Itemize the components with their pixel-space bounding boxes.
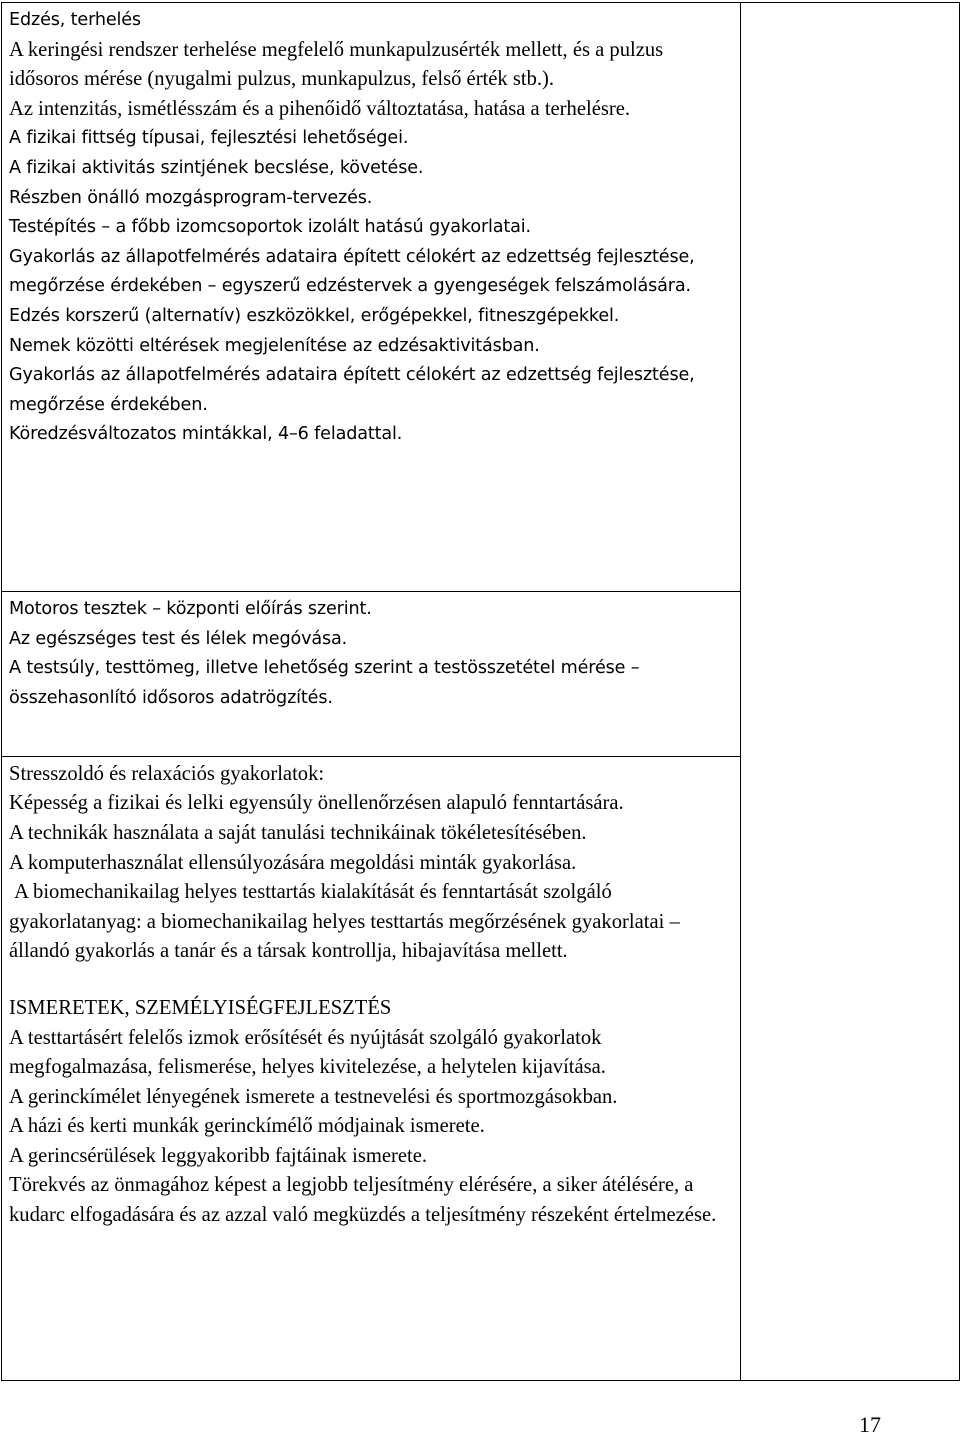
text-line: Gyakorlás az állapotfelmérés adataira épített célokért az edzettség fejlesztése, megőrzése érdekében – egyszerű edzéstervek a gyengeségek felszámolására. (9, 246, 695, 297)
text-line: A gerincsérülések leggyakoribb fajtáinak ismerete. (9, 1144, 428, 1167)
main-cell (2, 592, 741, 757)
text-line: A házi és kerti munkák gerinckímélő módjainak ismerete. (9, 1115, 485, 1138)
text-line: Részben önálló mozgásprogram-tervezés. (9, 187, 373, 208)
section-training-load (2, 3, 740, 454)
text-line: Testépítés – a főbb izomcsoportok izolált hatású gyakorlatai. (9, 217, 531, 238)
content-table (1, 2, 960, 1381)
text-line: Az intenzitás, ismétlésszám és a pihenőidő változtatása, hatása a terhelésre. (9, 97, 631, 120)
section-relaxation (2, 757, 740, 1235)
text-line: A fizikai aktivitás szintjének becslése, követése. (9, 157, 424, 178)
text-line: A keringési rendszer terhelése megfelelő munkapulzusérték mellett, és a pulzus idősoros mérése (nyugalmi pulzus, munkapulzus, felső érték stb.). (9, 38, 664, 91)
text-line: A gerinckímélet lényegének ismerete a testnevelési és sportmozgásokban. (9, 1085, 618, 1108)
main-cell (2, 756, 741, 1380)
text-line: A testsúly, testtömeg, illetve lehetőség szerint a testösszetétel mérése – összehasonlító idősoros adatrögzítés. (9, 658, 640, 708)
text-line: Edzés korszerű (alternatív) eszközökkel, erőgépekkel, fitneszgépekkel. (9, 305, 620, 326)
side-cell (741, 3, 960, 1381)
text-line: Nemek közötti eltérések megjelenítése az edzésaktivitásban. (9, 335, 540, 356)
text-line: Motoros tesztek – központi előírás szerint. (9, 599, 372, 620)
section-motor-tests (2, 592, 740, 717)
text-line: Gyakorlás az állapotfelmérés adataira épített célokért az edzettség fejlesztése, megőrzése érdekében. (9, 365, 695, 415)
text-line: Az egészséges test és lélek megóvása. (9, 628, 348, 649)
spacer (9, 967, 734, 994)
table-row-1 (2, 3, 960, 592)
text-line: Képesség a fizikai és lelki egyensúly önellenőrzésen alapuló fenntartására. (9, 792, 624, 815)
text-line: A fizikai fittség típusai, fejlesztési lehetőségei. (9, 128, 409, 149)
text-line: A technikák használata a saját tanulási technikáinak tökéletesítésében. (9, 821, 587, 844)
text-line: A testtartásért felelős izmok erősítését és nyújtását szolgáló gyakorlatok megfogalmazása, felismerése, helyes kivitelezése, a helytelen kijavítása. (9, 1026, 606, 1079)
section-heading: ISMERETEK, SZEMÉLYISÉGFEJLESZTÉS (9, 996, 392, 1019)
page-number: 17 (859, 1412, 881, 1437)
text-line: A biomechanikailag helyes testtartás kialakítását és fenntartását szolgáló gyakorlatanyag: a biomechanikailag helyes testtartás megőrzésének gyakorlatai – állandó gyakorlás a tanár és a társak kontrollja, hibajavítása mellett. (9, 881, 685, 963)
text-line: Stresszoldó és relaxációs gyakorlatok: (9, 762, 325, 785)
text-line: Köredzésváltozatos mintákkal, 4–6 feladattal. (9, 424, 403, 445)
text-line: Edzés, terhelés (9, 10, 141, 30)
main-cell (2, 3, 741, 592)
text-line: A komputerhasználat ellensúlyozására megoldási minták gyakorlása. (9, 851, 577, 874)
text-line: Törekvés az önmagához képest a legjobb teljesítmény elérésére, a siker átélésére, a kudarc elfogadására és az azzal való megküzdés a teljesítmény részeként értelmezése. (9, 1174, 717, 1227)
